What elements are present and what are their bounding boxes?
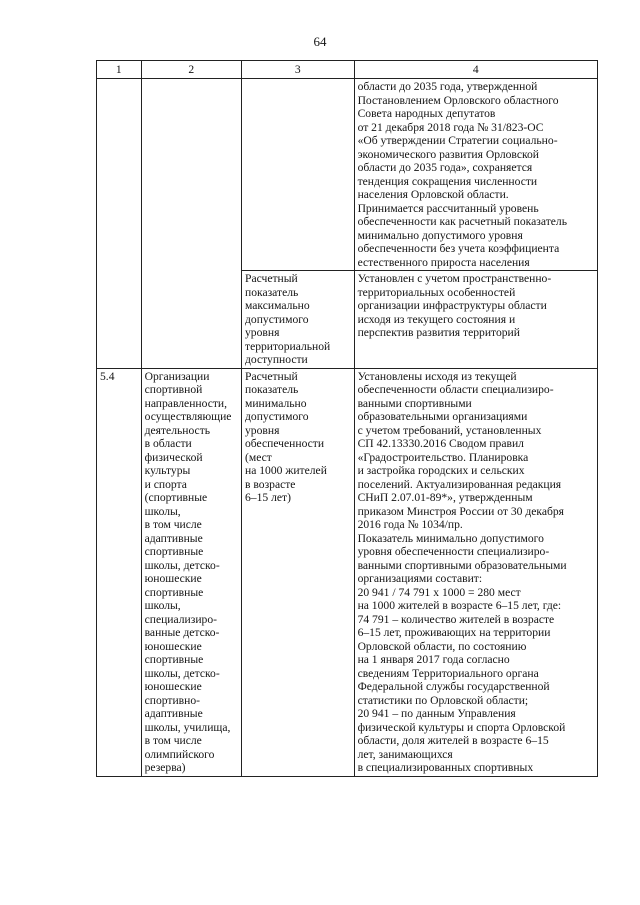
- text-line: спортивной: [144, 383, 203, 396]
- text-line: организациями составит:: [357, 572, 483, 585]
- text-line: Федеральной службы государственной: [357, 680, 550, 693]
- text-line: на 1000 жителей: [245, 464, 327, 477]
- text-line: обеспеченности как расчетный показатель: [357, 215, 567, 228]
- text-line: уровня: [245, 326, 280, 339]
- text-line: в области: [144, 437, 192, 450]
- row-c-number: 5.4: [97, 368, 142, 776]
- header-col-4: 4: [354, 61, 597, 79]
- row-c-col2: [141, 368, 241, 776]
- text-line: «Об утверждении Стратегии социально-: [357, 134, 558, 147]
- text-line: юношеские: [144, 639, 202, 653]
- text-line: Установлен с учетом пространственно-: [357, 272, 552, 285]
- text-line: обеспеченности области специализиро-: [357, 383, 554, 396]
- text-line: минимально допустимого уровня: [357, 228, 523, 242]
- text-line: от 21 декабря 2018 года № 31/823-ОС: [357, 120, 544, 134]
- text-line: резерва): [144, 761, 186, 774]
- text-line: доступности: [245, 353, 308, 366]
- text-line: уровня: [245, 423, 280, 437]
- text-line: 20 941 / 74 791 х 1000 = 280 мест: [357, 585, 521, 599]
- row-a-col2: [141, 79, 241, 369]
- text-line: естественного прироста населения: [357, 255, 530, 269]
- text-line: области, доля жителей в возрасте 6–15: [357, 734, 549, 747]
- text-line: физической: [144, 450, 203, 464]
- text-line: Показатель минимально допустимого: [357, 531, 544, 545]
- text-line: Орловской области, по состоянию: [357, 639, 527, 653]
- text-line: СП 42.13330.2016 Сводом правил: [357, 437, 524, 450]
- document-table: [96, 60, 598, 777]
- text-line: допустимого: [245, 312, 309, 326]
- text-line: юношеские: [144, 572, 202, 585]
- header-col-2: 2: [141, 61, 241, 79]
- text-line: олимпийского: [144, 747, 215, 761]
- text-line: на 1 января 2017 года согласно: [357, 653, 510, 666]
- text-line: (мест: [245, 450, 272, 464]
- text-line: показатель: [245, 285, 299, 299]
- text-line: «Градостроительство. Планировка: [357, 450, 529, 464]
- text-line: адаптивные: [144, 531, 203, 545]
- table-row: [97, 79, 598, 271]
- text-line: обеспеченности без учета коэффициента: [357, 242, 560, 255]
- text-line: области до 2035 года», сохраняется: [357, 161, 533, 174]
- text-line: экономического развития Орловской: [357, 147, 540, 161]
- text-line: и спорта: [144, 477, 187, 491]
- text-line: юношеские: [144, 680, 202, 693]
- row-a-col3: [242, 79, 355, 271]
- text-line: ванными спортивными: [357, 396, 472, 410]
- row-b-col3: [242, 271, 355, 369]
- text-line: допустимого: [245, 410, 309, 423]
- text-line: уровня обеспеченности специализиро-: [357, 545, 550, 558]
- text-line: школы,: [144, 599, 181, 612]
- text-line: Принимается рассчитанный уровень: [357, 201, 539, 215]
- text-line: спортивно-: [144, 693, 201, 707]
- text-line: в специализированных спортивных: [357, 761, 534, 774]
- text-line: перспектив развития территорий: [357, 326, 520, 339]
- text-line: культуры: [144, 464, 191, 477]
- text-line: показатель: [245, 383, 299, 396]
- text-line: 2016 года № 1034/пр.: [357, 518, 463, 531]
- header-col-3: 3: [242, 61, 355, 79]
- text-line: (спортивные: [144, 491, 208, 504]
- text-line: 74 791 – количество жителей в возрасте: [357, 612, 555, 626]
- text-line: тенденция сокращения численности: [357, 174, 538, 188]
- text-line: исходя из текущего состояния и: [357, 312, 516, 326]
- text-line: СНиП 2.07.01-89*», утвержденным: [357, 491, 533, 504]
- text-line: минимально: [245, 396, 307, 410]
- row-a-col4: [354, 79, 597, 271]
- page-number: 64: [313, 34, 327, 49]
- text-line: школы, детско-: [144, 666, 220, 680]
- text-line: организации инфраструктуры области: [357, 299, 547, 312]
- text-line: деятельность: [144, 423, 211, 437]
- table-row: [97, 368, 598, 776]
- text-line: специализиро-: [144, 612, 217, 626]
- text-line: 6–15 лет): [245, 491, 291, 504]
- text-line: осуществляющие: [144, 410, 232, 423]
- text-line: с учетом требований, установленных: [357, 423, 542, 437]
- text-line: Организации: [144, 369, 210, 383]
- text-line: школы,: [144, 504, 181, 518]
- text-line: Постановлением Орловского областного: [357, 93, 559, 107]
- text-line: школы, училища,: [144, 720, 231, 734]
- row-c-col4: [354, 368, 597, 776]
- row-c-col3: [242, 368, 355, 776]
- text-line: населения Орловской области.: [357, 188, 509, 201]
- header-col-1: 1: [97, 61, 142, 79]
- table-header-row: [97, 61, 598, 79]
- text-line: территориальной: [245, 339, 331, 353]
- text-line: школы, детско-: [144, 558, 220, 572]
- row-a-col1: [97, 79, 142, 369]
- text-line: адаптивные: [144, 707, 203, 720]
- text-line: максимально: [245, 299, 310, 312]
- text-line: спортивные: [144, 545, 204, 558]
- text-line: физической культуры и спорта Орловской: [357, 720, 566, 734]
- text-line: Расчетный: [245, 272, 298, 285]
- text-line: статистики по Орловской области;: [357, 693, 529, 707]
- text-line: приказом Минстроя России от 30 декабря: [357, 504, 564, 518]
- text-line: и застройка городских и сельских: [357, 464, 525, 477]
- text-line: области до 2035 года, утвержденной: [357, 80, 538, 93]
- text-line: направленности,: [144, 396, 228, 410]
- text-line: сведениям Территориального органа: [357, 666, 539, 680]
- text-line: образовательными организациями: [357, 410, 528, 423]
- text-line: Совета народных депутатов: [357, 107, 496, 120]
- text-line: спортивные: [144, 585, 204, 599]
- text-line: ванные детско-: [144, 626, 220, 639]
- text-line: обеспеченности: [245, 437, 325, 450]
- text-line: территориальных особенностей: [357, 285, 516, 299]
- text-line: поселений. Актуализированная редакция: [357, 477, 562, 491]
- text-line: ванными спортивными образовательными: [357, 558, 567, 572]
- text-line: в том числе: [144, 518, 202, 531]
- text-line: 20 941 – по данным Управления: [357, 707, 516, 720]
- text-line: Установлены исходя из текущей: [357, 369, 517, 383]
- text-line: в том числе: [144, 734, 202, 747]
- text-line: на 1000 жителей в возрасте 6–15 лет, где:: [357, 599, 562, 612]
- text-line: лет, занимающихся: [357, 747, 453, 761]
- row-b-col4: [354, 271, 597, 369]
- text-line: 6–15 лет, проживающих на территории: [357, 626, 551, 639]
- text-line: спортивные: [144, 653, 204, 666]
- text-line: в возрасте: [245, 477, 296, 491]
- text-line: Расчетный: [245, 369, 298, 383]
